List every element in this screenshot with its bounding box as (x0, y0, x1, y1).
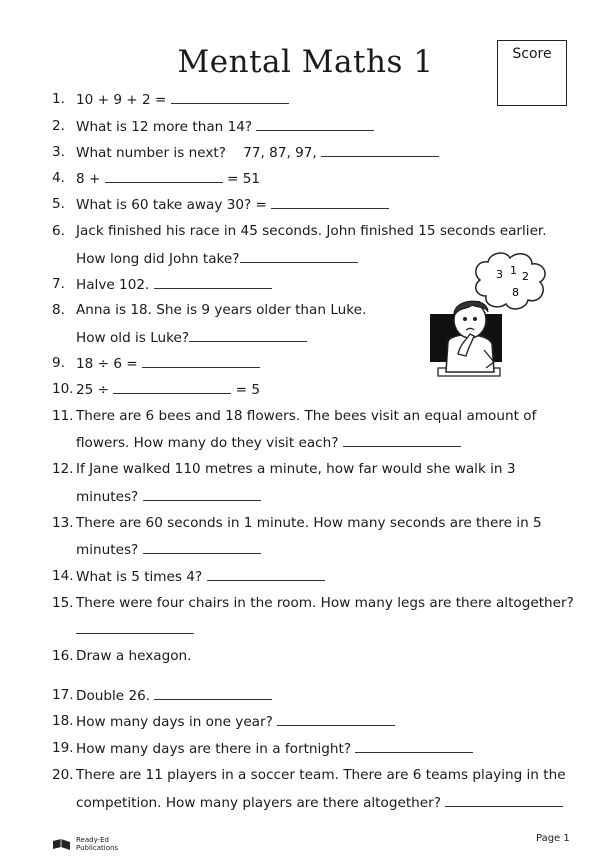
answer-blank[interactable] (142, 354, 260, 368)
logo-text: Ready-Ed (76, 836, 110, 844)
answer-blank[interactable] (240, 249, 358, 263)
answer-blank[interactable] (207, 567, 325, 581)
page-number: Page 1 (536, 833, 570, 844)
book-icon (52, 839, 72, 851)
page-title: Mental Maths 1 (177, 44, 434, 80)
answer-blank[interactable] (171, 90, 289, 104)
thought-number: 1 (510, 264, 517, 277)
thought-number: 8 (512, 286, 519, 299)
answer-blank[interactable] (321, 143, 439, 157)
score-box[interactable] (497, 40, 567, 106)
answer-blank[interactable] (143, 540, 261, 554)
thought-number: 3 (496, 268, 503, 281)
thinking-boy-illustration (428, 250, 558, 390)
answer-blank[interactable] (355, 739, 473, 753)
answer-blank[interactable] (76, 620, 194, 634)
answer-blank[interactable] (189, 328, 307, 342)
logo-subtext: Publications (76, 844, 119, 852)
answer-blank[interactable] (154, 275, 272, 289)
answer-blank[interactable] (343, 433, 461, 447)
answer-blank[interactable] (113, 380, 231, 394)
score-label: Score (512, 46, 552, 62)
answer-blank[interactable] (271, 195, 389, 209)
answer-blank[interactable] (445, 793, 563, 807)
answer-blank[interactable] (256, 117, 374, 131)
publisher-logo (52, 836, 119, 855)
answer-blank[interactable] (154, 686, 272, 700)
thought-cloud (476, 253, 545, 309)
answer-blank[interactable] (143, 487, 261, 501)
answer-blank[interactable] (277, 712, 395, 726)
answer-blank[interactable] (105, 169, 223, 183)
thought-number: 2 (522, 270, 529, 283)
